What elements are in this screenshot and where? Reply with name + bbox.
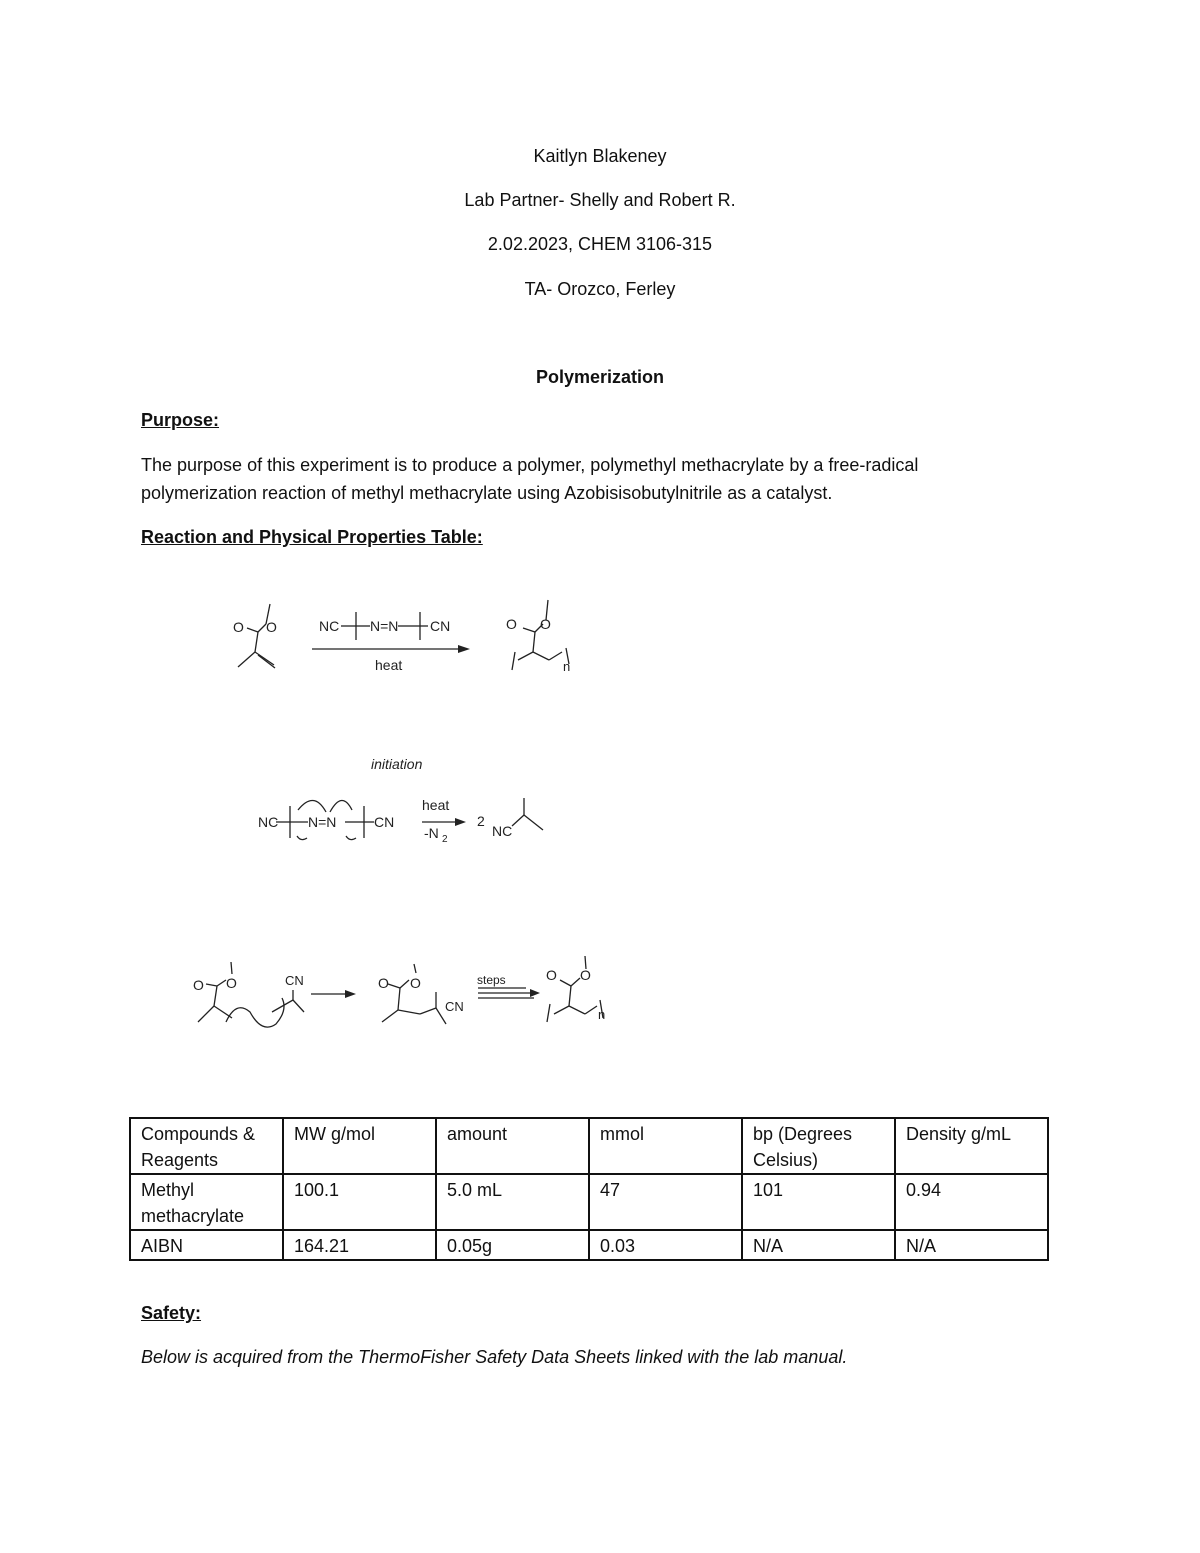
- main-product-o2: O: [540, 616, 551, 632]
- header-cell-bp: bp (Degrees Celsius): [742, 1118, 895, 1174]
- main-product-n: n: [563, 659, 571, 674]
- prop-intermediate-cn: CN: [445, 999, 464, 1014]
- main-reagent-left: NC: [319, 618, 340, 634]
- main-reagent-right: CN: [430, 618, 451, 634]
- main-product-o1: O: [506, 616, 517, 632]
- initiation-coefficient: 2: [477, 813, 485, 829]
- prop-intermediate-o2: O: [410, 975, 421, 991]
- table-cell: N/A: [742, 1230, 895, 1260]
- header-cell-density: Density g/mL: [895, 1118, 1048, 1174]
- table-row: [130, 1174, 1048, 1230]
- prop-product-o1: O: [546, 967, 557, 983]
- table-header-row: [130, 1118, 1048, 1174]
- purpose-line-1: The purpose of this experiment is to produce a polymer, polymethyl methacrylate by a free-radical: [141, 455, 919, 475]
- table-cell: 47: [589, 1174, 742, 1230]
- prop-intermediate-o1: O: [378, 975, 389, 991]
- header-cell-amount: amount: [436, 1118, 589, 1174]
- table-cell: Methyl methacrylate: [130, 1174, 283, 1230]
- table-cell: 100.1: [283, 1174, 436, 1230]
- prop-condition: steps: [477, 973, 506, 987]
- main-monomer-o2: O: [266, 619, 277, 635]
- header-cell-mw: MW g/mol: [283, 1118, 436, 1174]
- table-cell: 0.03: [589, 1230, 742, 1260]
- prop-monomer-o2: O: [226, 975, 237, 991]
- table-row: [130, 1230, 1048, 1260]
- safety-text: Below is acquired from the ThermoFisher Safety Data Sheets linked with the lab manual.: [141, 1347, 848, 1367]
- table-cell: 101: [742, 1174, 895, 1230]
- author-name: Kaitlyn Blakeney: [533, 146, 667, 166]
- properties-table: [129, 1117, 1049, 1261]
- initiation-mid: N=N: [308, 814, 337, 830]
- date-course: 2.02.2023, CHEM 3106-315: [487, 234, 713, 254]
- main-condition: heat: [375, 657, 403, 673]
- prop-product-o2: O: [580, 967, 591, 983]
- table-cell: AIBN: [130, 1230, 283, 1260]
- document-title: Polymerization: [535, 367, 665, 387]
- teaching-assistant: TA- Orozco, Ferley: [524, 279, 676, 299]
- prop-product-n: n: [598, 1007, 606, 1022]
- prop-monomer-o1: O: [193, 977, 204, 993]
- main-monomer-o1: O: [233, 619, 244, 635]
- table-cell: 5.0 mL: [436, 1174, 589, 1230]
- table-cell: 0.94: [895, 1174, 1048, 1230]
- header-cell-compounds: Compounds & Reagents: [130, 1118, 283, 1174]
- safety-heading: Safety:: [141, 1303, 202, 1323]
- initiation-label: initiation: [371, 756, 423, 772]
- header-cell-mmol: mmol: [589, 1118, 742, 1174]
- initiation-condition-top: heat: [422, 797, 450, 813]
- lab-partner: Lab Partner- Shelly and Robert R.: [464, 190, 736, 210]
- initiation-radical-nc: NC: [492, 823, 513, 839]
- purpose-heading: Purpose:: [141, 410, 220, 430]
- prop-cn-top: CN: [285, 973, 304, 988]
- initiation-condition-sub: 2: [442, 834, 448, 845]
- table-cell: 0.05g: [436, 1230, 589, 1260]
- reaction-scheme: [0, 580, 1200, 1060]
- purpose-line-2: polymerization reaction of methyl methacrylate using Azobisisobutylnitrile as a catalyst.: [141, 483, 833, 503]
- initiation-left: NC: [258, 814, 279, 830]
- table-cell: N/A: [895, 1230, 1048, 1260]
- main-reagent-mid: N=N: [370, 618, 399, 634]
- initiation-right: CN: [374, 814, 395, 830]
- reaction-heading: Reaction and Physical Properties Table:: [141, 527, 483, 547]
- initiation-condition-bottom: -N: [424, 825, 439, 841]
- table-cell: 164.21: [283, 1230, 436, 1260]
